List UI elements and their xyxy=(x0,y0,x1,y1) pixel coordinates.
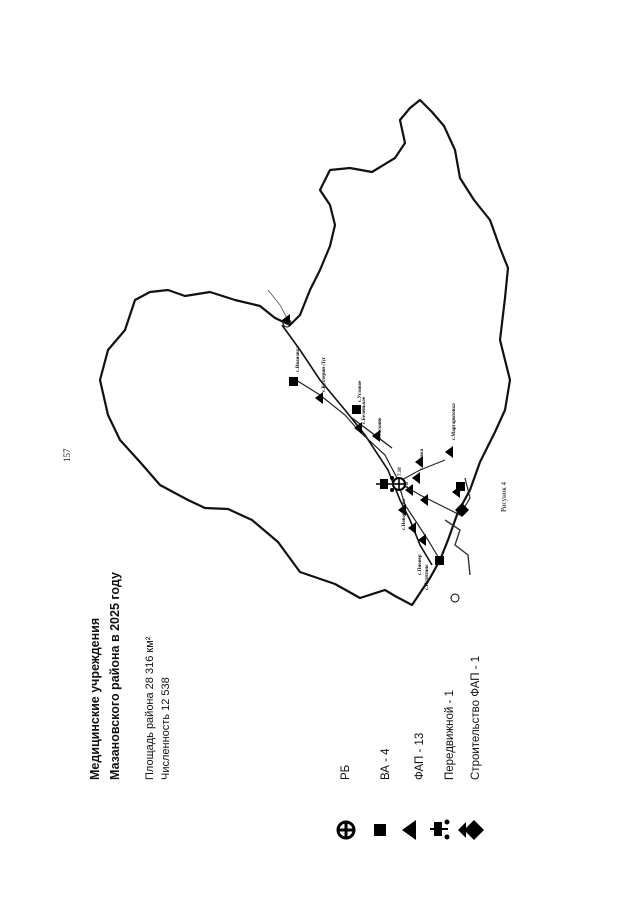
map-label-distance: 7.10 xyxy=(398,467,403,476)
map-title-line1: Медицинские учреждения xyxy=(88,617,102,780)
legend-label-mobile: Передвижной - 1 xyxy=(444,690,456,780)
page-number: 157 xyxy=(62,448,72,462)
legend-label-fap: ФАП - 13 xyxy=(414,732,426,780)
map-label-place: с.Путятино xyxy=(425,564,430,590)
map-label-place: с.Кухтерин-Луг xyxy=(322,356,327,392)
legend-label-construction: Строительство ФАП - 1 xyxy=(470,655,482,780)
legend-label-va: ВА - 4 xyxy=(380,748,392,780)
map-label-place: с.Новокиевка xyxy=(402,499,407,530)
hospital-cross-icon xyxy=(338,822,354,838)
map-label-rb: РБ xyxy=(405,481,410,488)
district-boundary xyxy=(100,100,510,605)
map-label-place: с.Розовка xyxy=(420,448,425,470)
map-label-place: с.Угловое xyxy=(358,380,363,402)
diamond-legend-icon xyxy=(462,818,486,842)
map-label-place: с.Беленькое xyxy=(362,396,367,424)
area-info: Площадь района 28 316 км² xyxy=(144,636,156,780)
map-label-place: с.Ивановка xyxy=(296,346,301,372)
mobile-fap-icon xyxy=(430,820,450,840)
map-label-place: с.Таскино xyxy=(378,417,383,440)
figure-caption: Рисунок 4 xyxy=(500,481,508,512)
map-label-place: с.Маргаритовка xyxy=(452,403,457,440)
triangle-icon xyxy=(402,820,416,840)
square-marker xyxy=(289,377,298,386)
legend-label-rb: РБ xyxy=(340,764,352,780)
map-title-line2: Мазановского района в 2025 году xyxy=(108,572,122,780)
river-line xyxy=(445,520,470,575)
map-label-place: с.Пионер xyxy=(418,554,423,575)
triangle-marker xyxy=(445,446,453,458)
mobile-fap-marker xyxy=(376,476,394,492)
square-icon xyxy=(374,824,386,836)
square-marker xyxy=(352,405,361,414)
square-marker xyxy=(435,556,444,565)
population-info: Численность 12 538 xyxy=(160,677,172,780)
